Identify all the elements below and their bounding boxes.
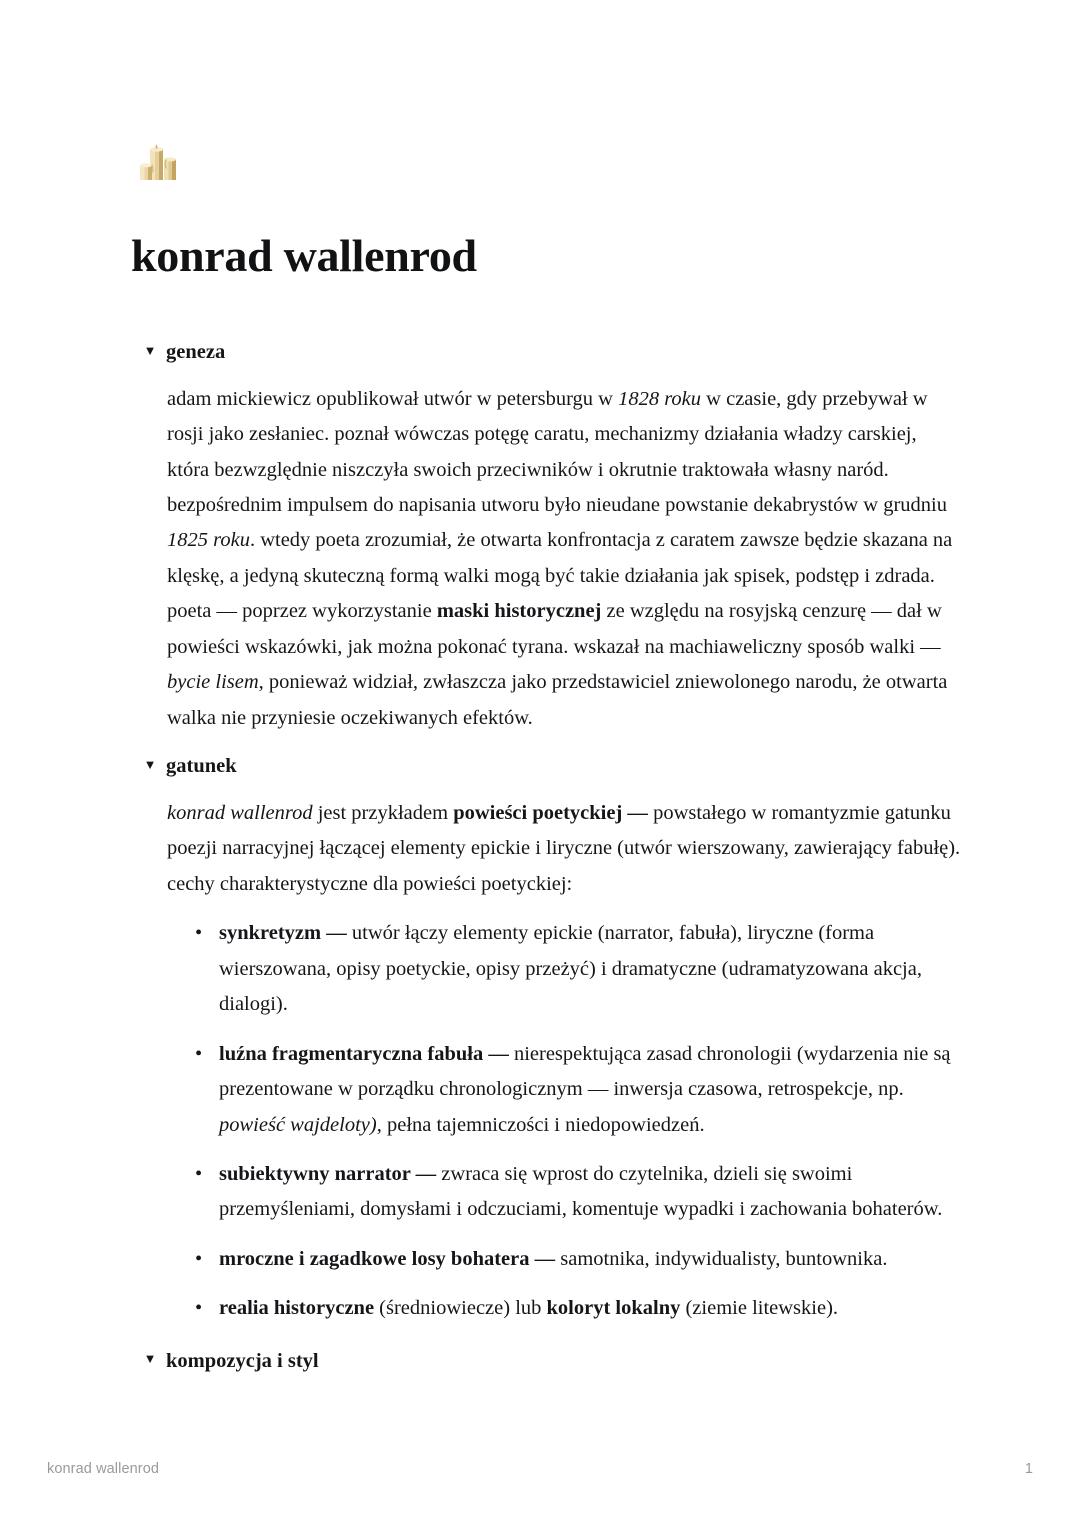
plain-text: zwraca się wprost do czytelnika, dzieli się swoimi przemyśleniami, domysłami i odczuciami, komentuje wypadki i zachowania bohaterów. (219, 1162, 943, 1221)
toggle-label-kompozycja-i-styl: kompozycja i styl (166, 1349, 319, 1372)
toggle-body-geneza (131, 382, 961, 737)
bold-text: powieści poetyckiej — (453, 801, 648, 824)
italic-text: 1828 roku (618, 387, 702, 410)
plain-text: powstałego w romantyzmie gatunku poezji narracyjnej łączącej elementy epickie i liryczne (utwór wierszowany, zawierający fabułę). cechy charakterystyczne dla powieści poetyckiej: (167, 801, 961, 895)
plain-text: ze względu na rosyjską cenzurę — dał w powieści wskazówki, jak można pokonać tyrana. wskazał na machiaweliczny sposób walki — (167, 600, 942, 658)
toggle-header-geneza[interactable] (131, 336, 961, 370)
bold-text: koloryt lokalny (546, 1297, 681, 1320)
paragraph (167, 382, 961, 737)
bullet-icon: • (195, 1162, 203, 1185)
italic-text: powieść wajdeloty) (219, 1113, 377, 1136)
toggle-section-kompozycja-i-styl (131, 1345, 961, 1379)
candles-icon (131, 138, 187, 194)
toggle-label-geneza: geneza (166, 341, 226, 363)
bullet-icon: • (195, 922, 203, 945)
triangle-down-icon[interactable]: ▼ (143, 756, 157, 772)
bold-text: subiektywny narrator — (219, 1162, 437, 1185)
bold-text: synkretyzm — (219, 922, 347, 945)
feature-list (167, 916, 961, 1327)
plain-text: adam mickiewicz opublikował utwór w petersburgu w (167, 387, 619, 410)
toggle-section-geneza (131, 336, 961, 736)
bullet-icon: • (195, 1247, 203, 1270)
plain-text: , pełna tajemniczości i niedopowiedzeń. (376, 1113, 705, 1136)
toggle-header-gatunek[interactable] (131, 750, 961, 784)
plain-text: (ziemie litewskie). (680, 1297, 839, 1320)
italic-text: 1825 roku (167, 529, 250, 552)
list-item (193, 1242, 961, 1277)
list-item (193, 1291, 961, 1326)
bold-text: mroczne i zagadkowe losy bohatera — (219, 1247, 556, 1270)
italic-text: bycie lisem (167, 671, 259, 694)
list-item (193, 916, 961, 1022)
plain-text: . wtedy poeta zrozumiał, że otwarta konfrontacja z caratem zawsze będzie skazana na klęskę, a jedyną skuteczną formą walki mogą być takie działania jak spisek, podstęp i zdrada. poeta — poprzez wykorzystanie (167, 529, 953, 623)
footer-page-number: 1 (1024, 1461, 1033, 1477)
paragraph (167, 796, 961, 902)
toggle-label-gatunek: gatunek (166, 755, 237, 778)
toggle-body-gatunek (131, 796, 961, 1327)
bold-text: maski historycznej (436, 600, 602, 623)
toggle-header-kompozycja-i-styl[interactable] (131, 1345, 961, 1379)
plain-text: , ponieważ widział, zwłaszcza jako przedstawiciel zniewolonego narodu, że otwarta walka nie przyniesie oczekiwanych efektów. (167, 671, 948, 729)
bold-text: realia historyczne (219, 1297, 375, 1320)
italic-text: konrad wallenrod (167, 801, 313, 824)
document-content (131, 336, 961, 1382)
bold-text: luźna fragmentaryczna fabuła — (219, 1042, 509, 1065)
page-footer (47, 1458, 1033, 1480)
triangle-down-icon[interactable]: ▼ (143, 1351, 157, 1367)
plain-text: utwór łączy elementy epickie (narrator, fabuła), liryczne (forma wierszowana, opisy poetyckie, opisy przeżyć) i dramatyczne (udramatyzowana akcja, dialogi). (219, 922, 922, 1016)
document-header (131, 138, 961, 282)
triangle-down-icon[interactable]: ▼ (143, 342, 157, 358)
footer-document-name: konrad wallenrod (47, 1461, 160, 1477)
plain-text: nierespektująca zasad chronologii (wydarzenia nie są prezentowane w porządku chronologicznym — inwersja czasowa, retrospekcje, np. (219, 1042, 951, 1101)
plain-text: jest przykładem (312, 801, 454, 824)
page-title: konrad wallenrod (131, 230, 477, 281)
plain-text: samotnika, indywidualisty, buntownika. (555, 1247, 888, 1270)
plain-text: w czasie, gdy przebywał w rosji jako zesłaniec. poznał wówczas potęgę caratu, mechanizmy działania władzy carskiej, która bezwzględnie niszczyła swoich przeciwników i okrutnie traktowała własny naród. bezpośrednim impulsem do napisania utworu było nieudane powstanie dekabrystów w grudniu (167, 387, 947, 517)
list-item (193, 1157, 961, 1228)
list-item (193, 1037, 961, 1143)
toggle-section-gatunek (131, 750, 961, 1327)
bullet-icon: • (195, 1297, 203, 1320)
plain-text: (średniowiecze) lub (374, 1297, 547, 1320)
bullet-icon: • (195, 1042, 203, 1065)
